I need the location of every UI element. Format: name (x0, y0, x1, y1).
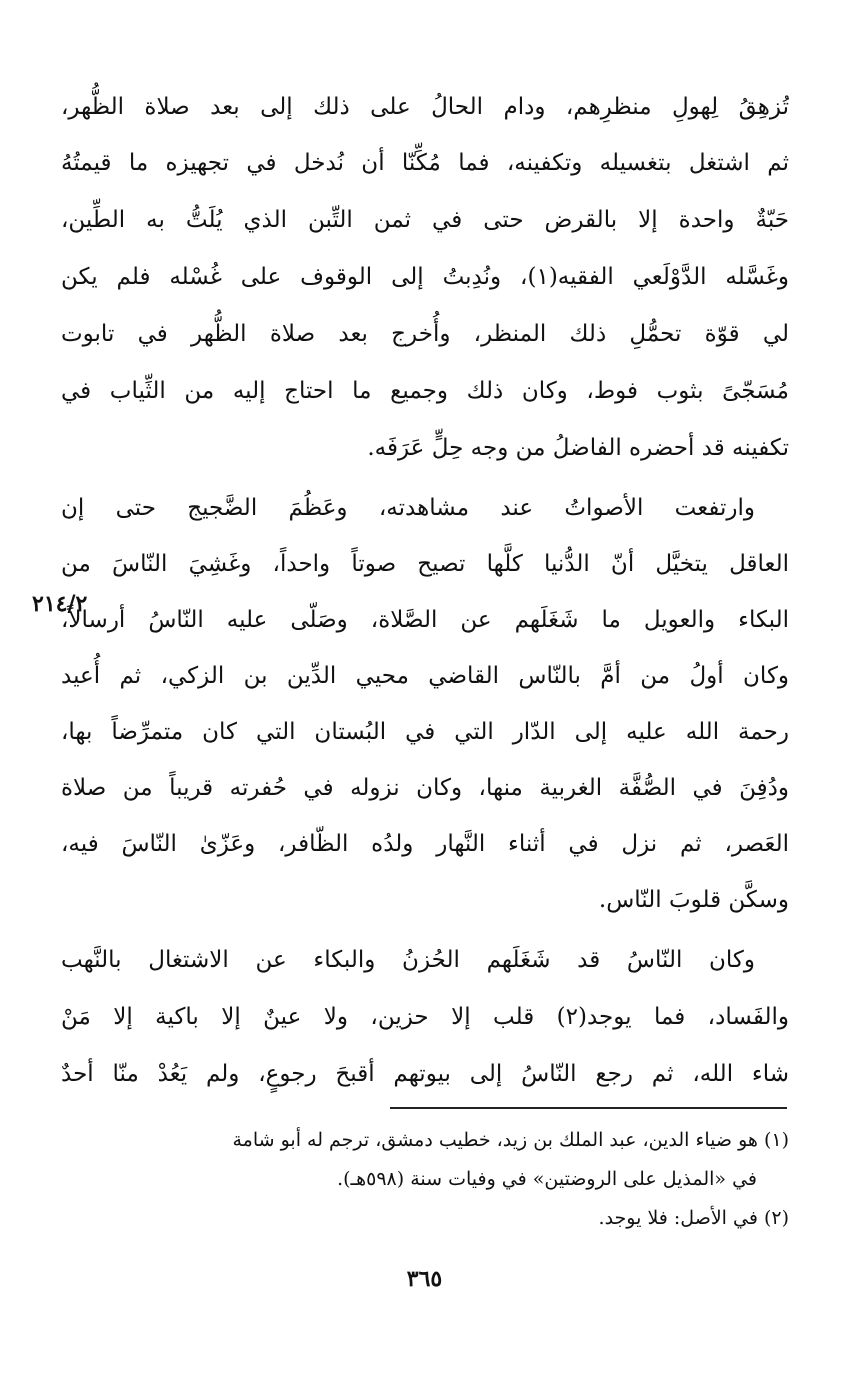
text-line: ثم اشتغل بتغسيله وتكفينه، فما مُكِّنّا أن نُدخل في تجهيزه ما قيمتُهُ (61, 150, 789, 176)
text-line: تكفينه قد أحضره الفاضلُ من وجه حِلٍّ عَرَفَه. (367, 435, 789, 461)
text-line: وغَسَّله الدَّوْلَعي الفقيه(١)، ونُدِبتُ إلى الوقوف على غُسْله فلم يكن (61, 264, 789, 290)
text-line: حَبّةٌ واحدة إلا بالقرض حتى في ثمن التِّبن الذي يُلَتُّ به الطِّين، (61, 207, 789, 233)
text-line: لي قوّة تحمُّلِ ذلك المنظر، وأُخرج بعد صلاة الظُّهر في تابوت (61, 321, 789, 347)
text-line: شاء الله، ثم رجع النّاسُ إلى بيوتهم أقبحَ رجوعٍ، ولم يَعُدْ منّا أحدٌ (61, 1061, 789, 1087)
text-line: رحمة الله عليه إلى الدّار التي في البُستان التي كان متمرِّضاً بها، (61, 719, 789, 745)
footnote: (١) هو ضياء الدين، عبد الملك بن زيد، خطيب دمشق، ترجم له أبو شامة (232, 1129, 789, 1151)
text-line: وسكَّن قلوبَ النّاس. (598, 887, 789, 913)
text-line: والفَساد، فما يوجد(٢) قلب إلا حزين، ولا عينٌ إلا باكية إلا مَنْ (61, 1004, 789, 1030)
text-line: وكان أولُ من أمَّ بالنّاس القاضي محيي الدِّين بن الزكي، ثم أُعيد (61, 663, 789, 689)
text-line: وارتفعت الأصواتُ عند مشاهدته، وعَظُمَ الضَّجيج حتى إن (61, 495, 755, 521)
text-line: العَصر، ثم نزل في أثناء النَّهار ولدُه الظّافر، وعَزّىٰ النّاسَ فيه، (61, 831, 789, 857)
footnote: في «المذيل على الروضتين» في وفيات سنة (٥٩٨هـ). (337, 1168, 757, 1190)
footnote: (٢) في الأصل: فلا يوجد. (598, 1207, 789, 1229)
margin-reference: ٢١٤/٢ (32, 591, 88, 617)
page-number: ٣٦٥ (406, 1266, 443, 1292)
text-line: وكان النّاسُ قد شَغَلَهم الحُزنُ والبكاء عن الاشتغال بالنَّهب (61, 947, 755, 973)
text-line: تُزهِقُ لِهولِ منظرِهم، ودام الحالُ على ذلك إلى بعد صلاة الظُّهر، (61, 94, 789, 120)
text-line: العاقل يتخيَّل أنّ الدُّنيا كلَّها تصيح صوتاً واحداً، وغَشِيَ النّاسَ من (61, 551, 789, 577)
text-line: ودُفِنَ في الصُّفَّة الغربية منها، وكان نزوله في حُفرته قريباً من صلاة (61, 775, 789, 801)
footnote-separator (390, 1107, 787, 1109)
text-line: البكاء والعويل ما شَغَلَهم عن الصَّلاة، وصَلّى عليه النّاسُ أرسالاً، (61, 607, 789, 633)
text-line: مُسَجّىً بثوب فوط، وكان ذلك وجميع ما احتاج إليه من الثِّياب في (61, 378, 789, 404)
